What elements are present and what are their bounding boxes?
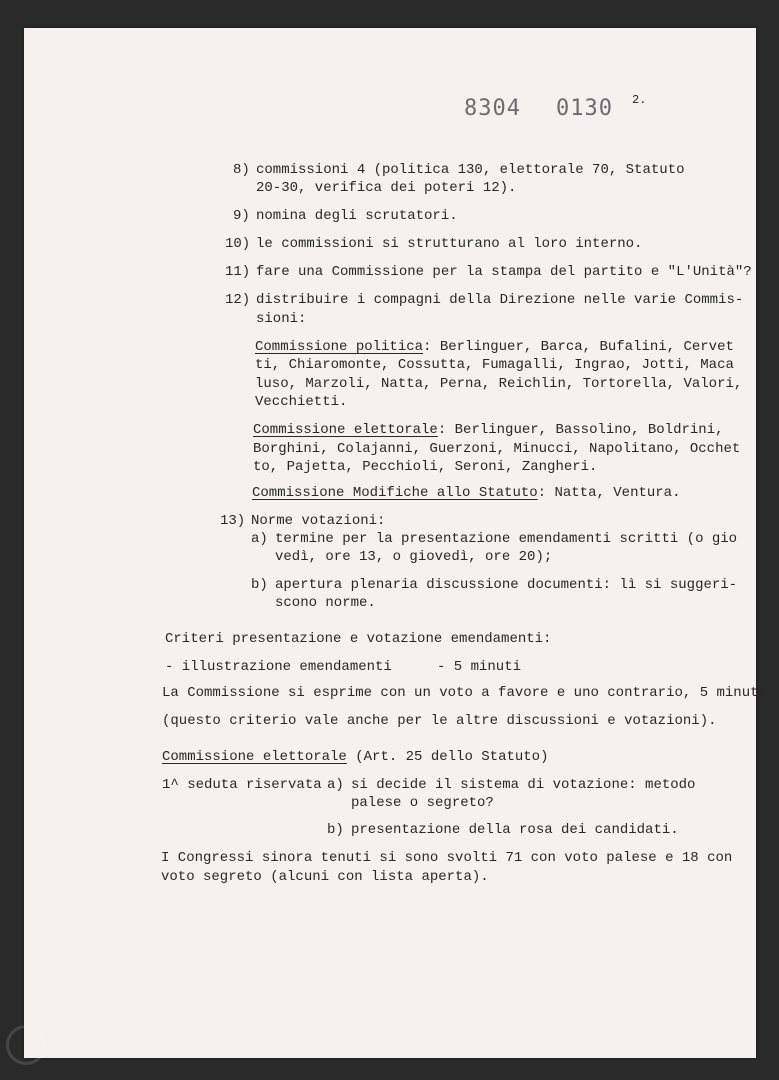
criteri-illustrazione: - illustrazione emendamenti — [165, 659, 392, 675]
commissione-elettorale-line-1 — [253, 423, 724, 437]
seduta-a-label: a) — [327, 777, 344, 793]
commissione-politica-line-3: luso, Marzoli, Natta, Perna, Reichlin, Tortorella, Valori, — [255, 376, 743, 392]
item-12-line-1: distribuire i compagni della Direzione nelle varie Commis- — [256, 292, 744, 308]
document-page — [24, 28, 776, 1058]
item-11-number: 11) — [225, 264, 251, 280]
commissione-elettorale-names-1: : Berlinguer, Bassolino, Boldrini, — [437, 422, 724, 438]
item-8-number: 8) — [233, 162, 250, 178]
commissione-politica-heading: Commissione politica — [255, 339, 424, 355]
archive-code-1: 8304 — [464, 96, 521, 121]
commissione-statuto-line — [252, 486, 680, 500]
commissione-politica-names-1: : Berlinguer, Barca, Bufalini, Cervet — [423, 339, 734, 355]
commissione-elettorale-line-3: to, Pajetta, Pecchioli, Seroni, Zangheri. — [253, 459, 598, 475]
commissione-elettorale-art-heading: Commissione elettorale — [162, 749, 347, 765]
seduta-b-text: presentazione della rosa dei candidati. — [351, 822, 679, 838]
item-8-line-2: 20-30, verifica dei poteri 12). — [256, 180, 517, 196]
item-11-text: fare una Commissione per la stampa del partito e "L'Unità"? — [256, 264, 752, 280]
commissione-politica-line-2: ti, Chiaromonte, Cossutta, Fumagalli, Ingrao, Jotti, Maca — [255, 357, 734, 373]
archive-code-2: 0130 — [556, 96, 613, 121]
item-13a-line-1: termine per la presentazione emendamenti scritti (o gio — [275, 531, 738, 547]
item-13a-label: a) — [251, 531, 268, 547]
criteri-nota: (questo criterio vale anche per le altre discussioni e votazioni). — [162, 713, 717, 729]
criteri-illustrazione-tempo: - 5 minuti — [437, 659, 522, 675]
item-8-line-1: commissioni 4 (politica 130, elettorale 70, Statuto — [256, 162, 685, 178]
item-13-title: Norme votazioni: — [251, 513, 386, 529]
item-13b-label: b) — [251, 577, 268, 593]
criteri-title: Criteri presentazione e votazione emendamenti: — [165, 631, 552, 647]
commissione-elettorale-art-line — [162, 750, 548, 764]
commissione-politica-line-4: Vecchietti. — [255, 394, 348, 410]
seduta-a-line-1: si decide il sistema di votazione: metodo — [351, 777, 696, 793]
item-9-number: 9) — [233, 208, 250, 224]
item-13a-line-2: vedì, ore 13, o giovedì, ore 20); — [275, 549, 553, 565]
seduta-riservata-label: 1^ seduta riservata — [162, 777, 322, 793]
congressi-line-1: I Congressi sinora tenuti si sono svolti 71 con voto palese e 18 con — [161, 850, 733, 866]
seduta-a-line-2: palese o segreto? — [351, 795, 494, 811]
criteri-voto: La Commissione si esprime con un voto a favore e uno contrario, 5 minuti. — [162, 685, 776, 701]
commissione-statuto-heading: Commissione Modifiche allo Statuto — [252, 485, 538, 501]
item-13-number: 13) — [220, 513, 246, 529]
item-12-line-2: sioni: — [256, 311, 307, 327]
item-13b-line-1: apertura plenaria discussione documenti: lì si suggeri- — [275, 577, 738, 593]
commissione-elettorale-line-2: Borghini, Colajanni, Guerzoni, Minucci, Napolitano, Occhet — [253, 441, 741, 457]
archive-watermark — [4, 995, 174, 1065]
item-9-text: nomina degli scrutatori. — [256, 208, 458, 224]
item-10-text: le commissioni si strutturano al loro interno. — [256, 236, 643, 252]
watermark-circle-icon — [6, 1025, 46, 1065]
commissione-statuto-names: : Natta, Ventura. — [537, 485, 681, 501]
item-13b-line-2: scono norme. — [275, 595, 376, 611]
commissione-elettorale-heading: Commissione elettorale — [253, 422, 438, 438]
item-10-number: 10) — [225, 236, 251, 252]
item-12-number: 12) — [225, 292, 251, 308]
commissione-politica-line-1 — [255, 340, 734, 354]
commissione-elettorale-art-ref: (Art. 25 dello Statuto) — [346, 749, 549, 765]
seduta-b-label: b) — [327, 822, 344, 838]
congressi-line-2: voto segreto (alcuni con lista aperta). — [161, 869, 489, 885]
page-number: 2. — [632, 93, 647, 107]
